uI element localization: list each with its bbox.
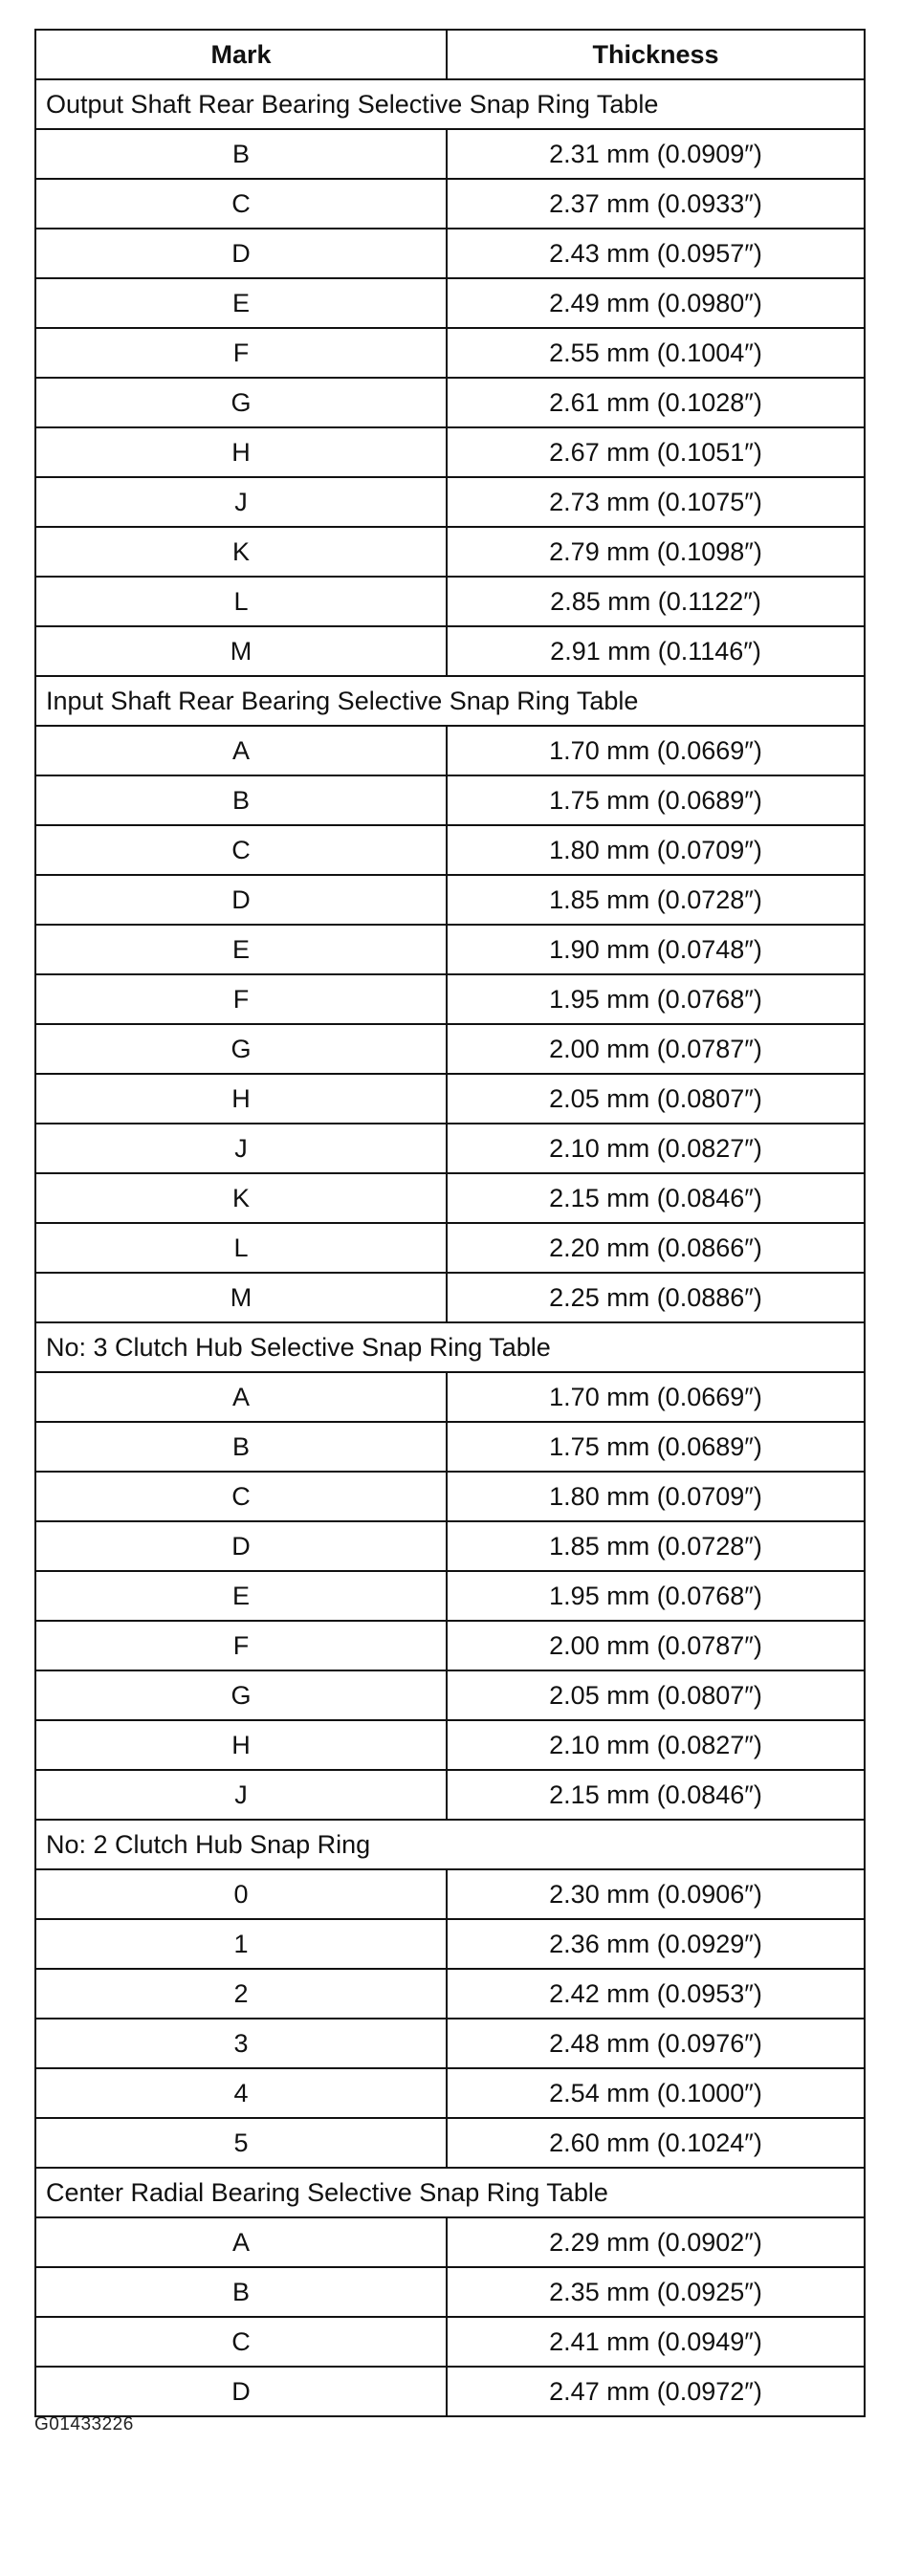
thickness-cell: 1.75 mm (0.0689″) [447, 1422, 865, 1472]
mark-cell: 5 [35, 2118, 447, 2168]
thickness-cell: 2.48 mm (0.0976″) [447, 2019, 865, 2068]
thickness-cell: 2.35 mm (0.0925″) [447, 2267, 865, 2317]
table-row [35, 527, 865, 577]
thickness-cell: 1.85 mm (0.0728″) [447, 1521, 865, 1571]
column-header-mark: Mark [35, 30, 447, 79]
thickness-cell: 2.20 mm (0.0866″) [447, 1223, 865, 1273]
mark-cell: E [35, 925, 447, 974]
figure-id: G01433226 [34, 2414, 134, 2434]
table-row [35, 726, 865, 775]
section-header-row [35, 2168, 865, 2217]
table-row [35, 577, 865, 626]
thickness-cell: 2.10 mm (0.0827″) [447, 1124, 865, 1173]
mark-cell: F [35, 1621, 447, 1670]
table-row [35, 1273, 865, 1322]
thickness-cell: 1.95 mm (0.0768″) [447, 974, 865, 1024]
mark-cell: D [35, 229, 447, 278]
mark-cell: H [35, 1720, 447, 1770]
table-row [35, 2019, 865, 2068]
table-row [35, 1670, 865, 1720]
section-title: Input Shaft Rear Bearing Selective Snap Ring Table [35, 676, 865, 726]
mark-cell: G [35, 1670, 447, 1720]
table-row [35, 1124, 865, 1173]
mark-cell: F [35, 974, 447, 1024]
mark-cell: A [35, 1372, 447, 1422]
mark-cell: C [35, 825, 447, 875]
mark-cell: K [35, 527, 447, 577]
mark-cell: A [35, 726, 447, 775]
table-row [35, 974, 865, 1024]
table-row [35, 1372, 865, 1422]
thickness-cell: 2.55 mm (0.1004″) [447, 328, 865, 378]
mark-cell: 3 [35, 2019, 447, 2068]
thickness-cell: 2.29 mm (0.0902″) [447, 2217, 865, 2267]
thickness-cell: 2.47 mm (0.0972″) [447, 2367, 865, 2416]
thickness-cell: 2.42 mm (0.0953″) [447, 1969, 865, 2019]
thickness-cell: 2.43 mm (0.0957″) [447, 229, 865, 278]
section-header-row [35, 1820, 865, 1869]
table-row [35, 1770, 865, 1820]
thickness-cell: 2.05 mm (0.0807″) [447, 1074, 865, 1124]
thickness-cell: 2.85 mm (0.1122″) [447, 577, 865, 626]
table-row [35, 229, 865, 278]
table-row [35, 278, 865, 328]
mark-cell: B [35, 1422, 447, 1472]
section-header-row [35, 1322, 865, 1372]
thickness-cell: 2.00 mm (0.0787″) [447, 1024, 865, 1074]
thickness-cell: 1.80 mm (0.0709″) [447, 1472, 865, 1521]
mark-cell: L [35, 577, 447, 626]
table-row [35, 825, 865, 875]
section-title: Center Radial Bearing Selective Snap Ring Table [35, 2168, 865, 2217]
mark-cell: C [35, 2317, 447, 2367]
table-row [35, 875, 865, 925]
mark-cell: L [35, 1223, 447, 1273]
mark-cell: M [35, 626, 447, 676]
thickness-cell: 2.91 mm (0.1146″) [447, 626, 865, 676]
snap-ring-table [34, 29, 866, 2417]
section-header-row [35, 79, 865, 129]
mark-cell: D [35, 875, 447, 925]
table-row [35, 328, 865, 378]
table-row [35, 477, 865, 527]
thickness-cell: 2.05 mm (0.0807″) [447, 1670, 865, 1720]
mark-cell: 2 [35, 1969, 447, 2019]
mark-cell: 1 [35, 1919, 447, 1969]
table-row [35, 2367, 865, 2416]
table-row [35, 1521, 865, 1571]
table-row [35, 1223, 865, 1273]
mark-cell: F [35, 328, 447, 378]
table-row [35, 378, 865, 427]
table-row [35, 129, 865, 179]
mark-cell: D [35, 1521, 447, 1571]
thickness-cell: 2.79 mm (0.1098″) [447, 527, 865, 577]
table-row [35, 1969, 865, 2019]
mark-cell: J [35, 1770, 447, 1820]
mark-cell: E [35, 1571, 447, 1621]
mark-cell: J [35, 477, 447, 527]
mark-cell: M [35, 1273, 447, 1322]
mark-cell: C [35, 179, 447, 229]
column-header-thickness: Thickness [447, 30, 865, 79]
thickness-cell: 1.70 mm (0.0669″) [447, 726, 865, 775]
thickness-cell: 2.60 mm (0.1024″) [447, 2118, 865, 2168]
thickness-cell: 1.85 mm (0.0728″) [447, 875, 865, 925]
thickness-cell: 2.15 mm (0.0846″) [447, 1770, 865, 1820]
table-row [35, 2118, 865, 2168]
section-header-row [35, 676, 865, 726]
table-row [35, 2317, 865, 2367]
mark-cell: H [35, 427, 447, 477]
table-row [35, 427, 865, 477]
thickness-cell: 2.30 mm (0.0906″) [447, 1869, 865, 1919]
thickness-cell: 2.37 mm (0.0933″) [447, 179, 865, 229]
mark-cell: 4 [35, 2068, 447, 2118]
thickness-cell: 2.15 mm (0.0846″) [447, 1173, 865, 1223]
mark-cell: A [35, 2217, 447, 2267]
table-row [35, 1571, 865, 1621]
thickness-cell: 2.36 mm (0.0929″) [447, 1919, 865, 1969]
table-row [35, 2068, 865, 2118]
mark-cell: G [35, 1024, 447, 1074]
table-row [35, 1919, 865, 1969]
thickness-cell: 2.25 mm (0.0886″) [447, 1273, 865, 1322]
table-row [35, 1869, 865, 1919]
thickness-cell: 2.00 mm (0.0787″) [447, 1621, 865, 1670]
mark-cell: J [35, 1124, 447, 1173]
thickness-cell: 2.67 mm (0.1051″) [447, 427, 865, 477]
thickness-cell: 1.75 mm (0.0689″) [447, 775, 865, 825]
table-row [35, 1422, 865, 1472]
thickness-cell: 1.70 mm (0.0669″) [447, 1372, 865, 1422]
mark-cell: B [35, 129, 447, 179]
mark-cell: B [35, 2267, 447, 2317]
mark-cell: B [35, 775, 447, 825]
table-row [35, 1621, 865, 1670]
thickness-cell: 1.80 mm (0.0709″) [447, 825, 865, 875]
mark-cell: D [35, 2367, 447, 2416]
table-row [35, 1024, 865, 1074]
table-row [35, 1173, 865, 1223]
mark-cell: K [35, 1173, 447, 1223]
table-header-row [35, 30, 865, 79]
section-title: No: 2 Clutch Hub Snap Ring [35, 1820, 865, 1869]
table-row [35, 2267, 865, 2317]
mark-cell: C [35, 1472, 447, 1521]
table-row [35, 1074, 865, 1124]
thickness-cell: 1.95 mm (0.0768″) [447, 1571, 865, 1621]
thickness-cell: 2.31 mm (0.0909″) [447, 129, 865, 179]
table-row [35, 775, 865, 825]
table-row [35, 925, 865, 974]
thickness-cell: 2.61 mm (0.1028″) [447, 378, 865, 427]
mark-cell: 0 [35, 1869, 447, 1919]
thickness-cell: 1.90 mm (0.0748″) [447, 925, 865, 974]
table-row [35, 179, 865, 229]
section-title: Output Shaft Rear Bearing Selective Snap Ring Table [35, 79, 865, 129]
table-row [35, 2217, 865, 2267]
table-row [35, 626, 865, 676]
thickness-cell: 2.49 mm (0.0980″) [447, 278, 865, 328]
mark-cell: E [35, 278, 447, 328]
mark-cell: G [35, 378, 447, 427]
thickness-cell: 2.10 mm (0.0827″) [447, 1720, 865, 1770]
thickness-cell: 2.73 mm (0.1075″) [447, 477, 865, 527]
section-title: No: 3 Clutch Hub Selective Snap Ring Table [35, 1322, 865, 1372]
mark-cell: H [35, 1074, 447, 1124]
thickness-cell: 2.54 mm (0.1000″) [447, 2068, 865, 2118]
table-row [35, 1720, 865, 1770]
table-body [35, 79, 865, 2416]
thickness-cell: 2.41 mm (0.0949″) [447, 2317, 865, 2367]
table-row [35, 1472, 865, 1521]
